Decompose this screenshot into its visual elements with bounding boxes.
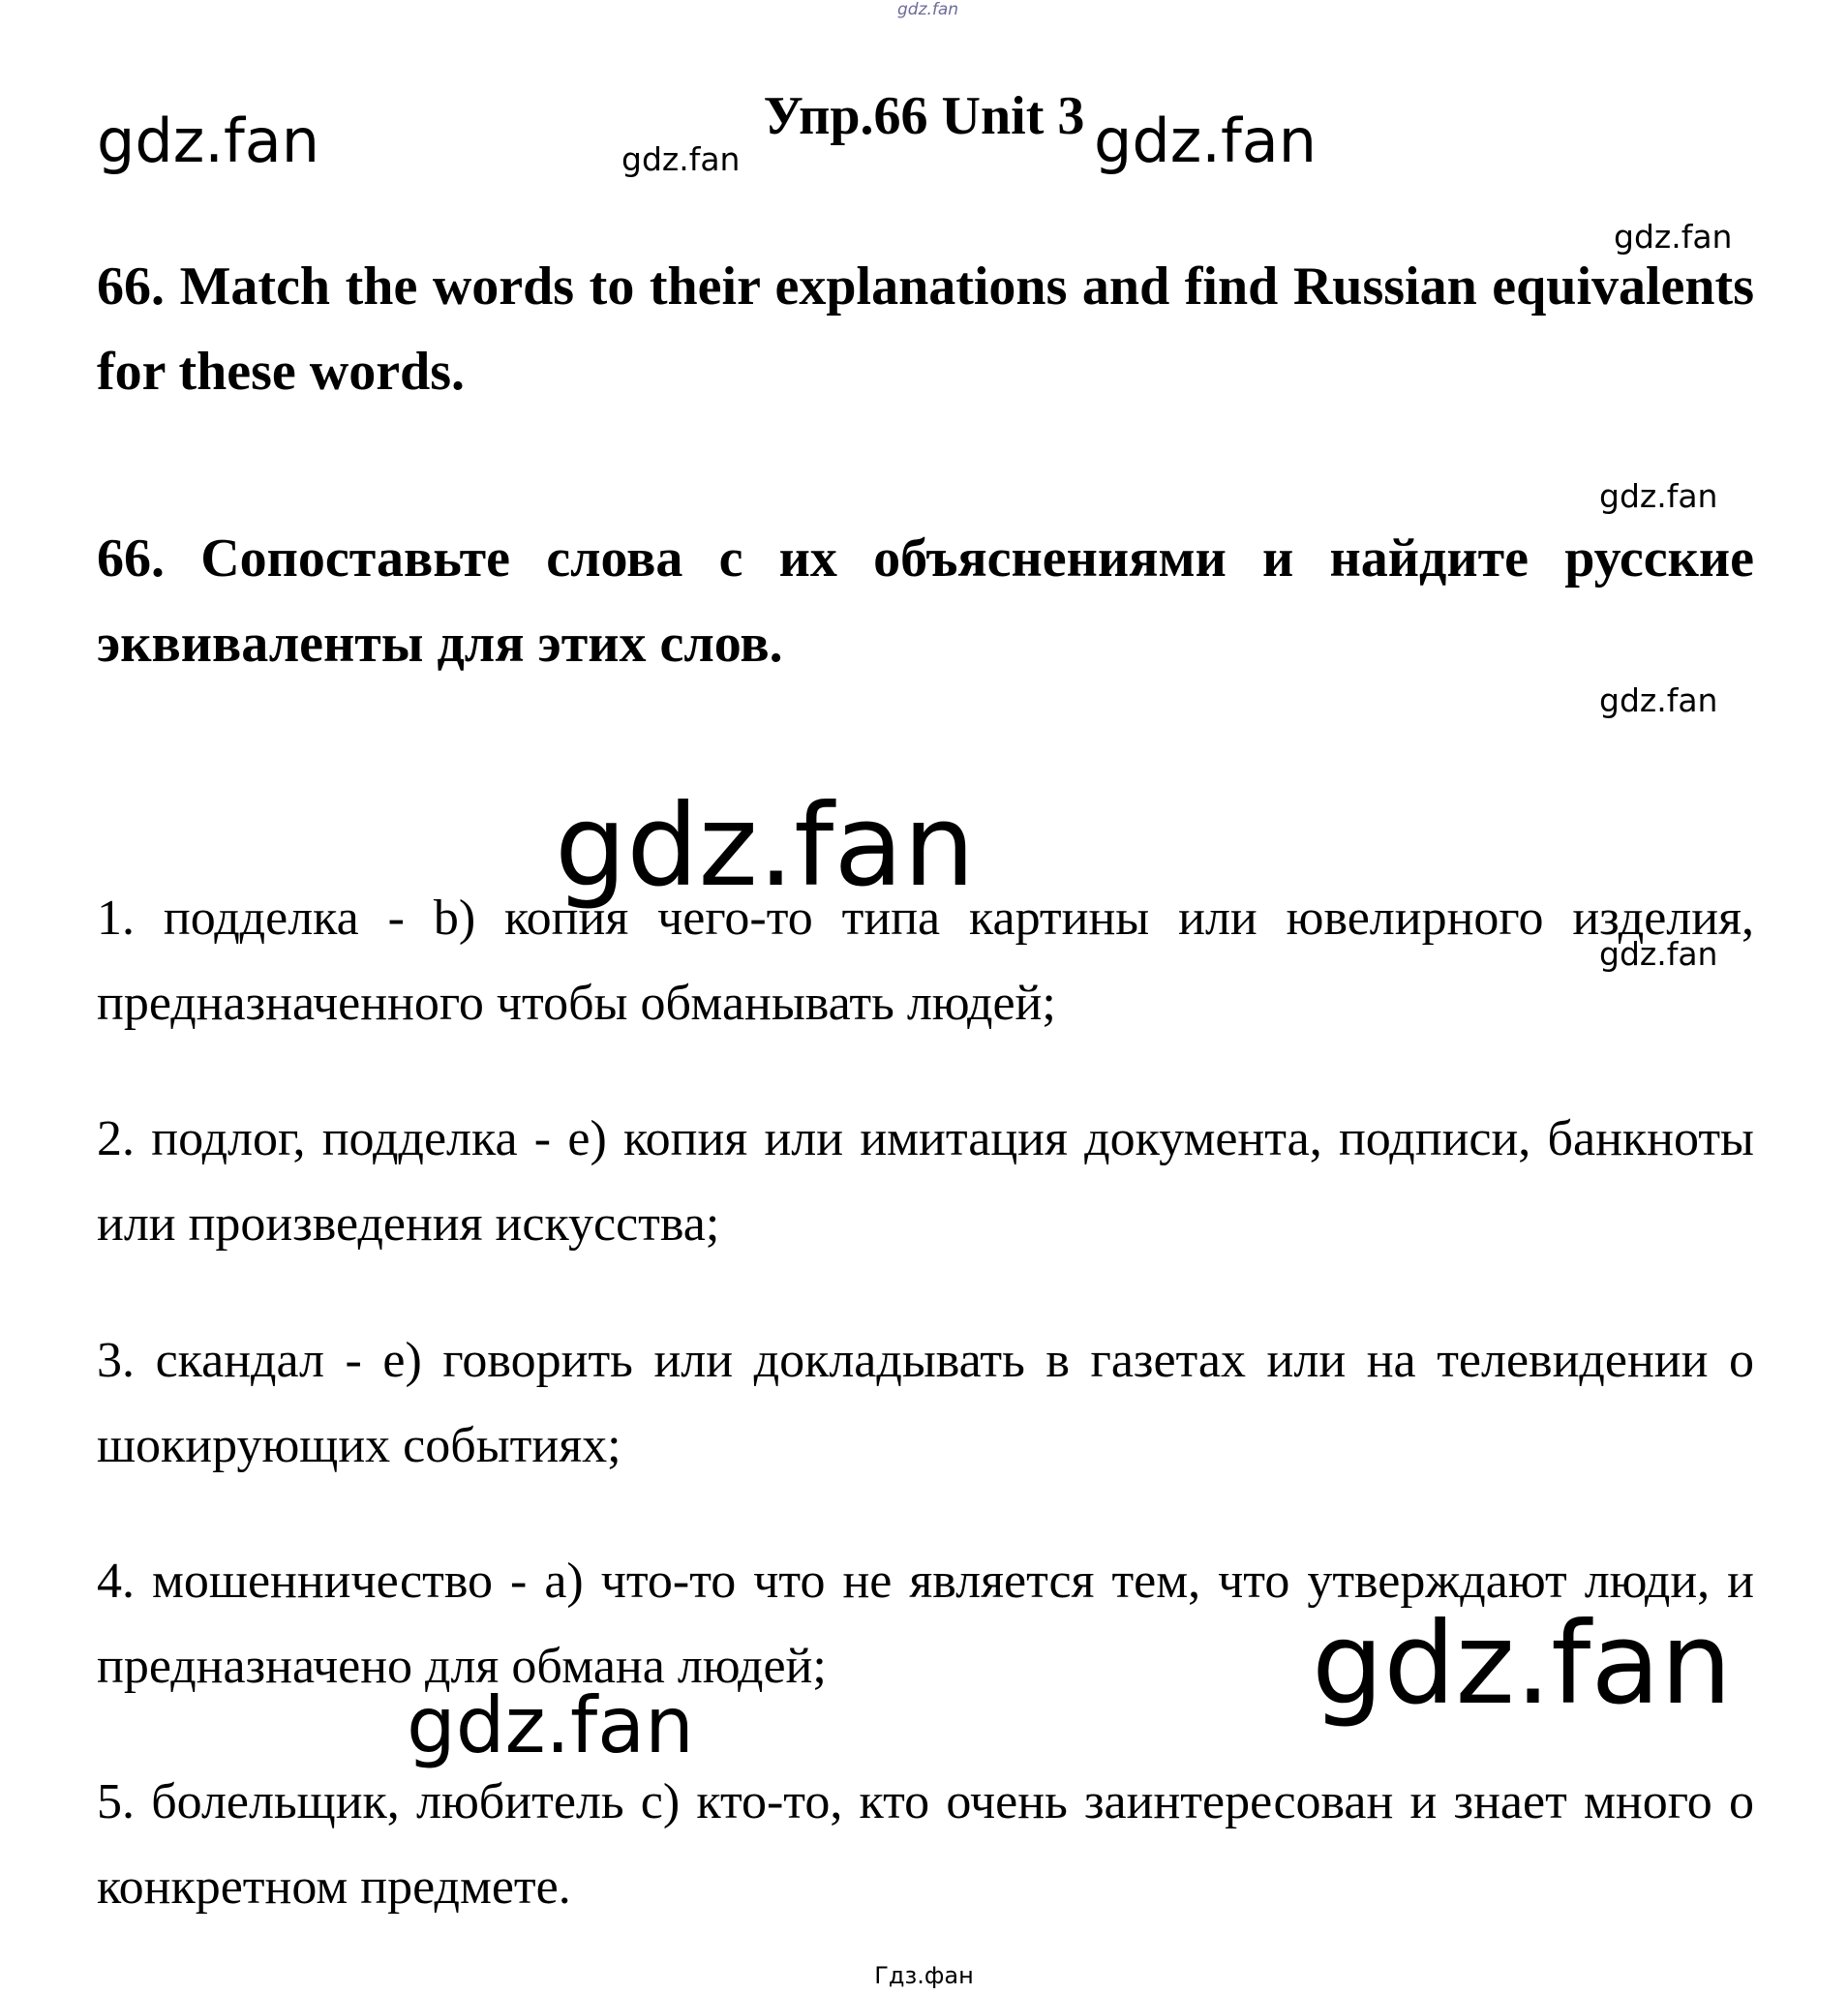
answer-item-1: 1. подделка - b) копия чего-то типа картины или ювелирного изделия, предназначенного чтобы обманывать людей; bbox=[97, 891, 1754, 1031]
watermark-mid-left: gdz.fan bbox=[407, 1680, 694, 1770]
task-heading-english: 66. Match the words to their explanations and find Russian equivalents for these words. bbox=[97, 257, 1754, 402]
answer-item-5: 5. болельщик, любитель c) кто-то, кто очень заинтересован и знает много о конкретном предмете. bbox=[97, 1774, 1754, 1915]
watermark-large-center: gdz.fan bbox=[555, 779, 976, 912]
watermark-right-1: gdz.fan bbox=[1614, 218, 1733, 256]
watermark-header-right: gdz.fan bbox=[1094, 106, 1318, 176]
watermark-footer: Гдз.фан bbox=[874, 1962, 974, 1989]
watermark-right-2: gdz.fan bbox=[1599, 477, 1718, 515]
answer-item-2: 2. подлог, подделка - e) копия или имитация документа, подписи, банкноты или произведения искусства; bbox=[97, 1111, 1754, 1252]
watermark-large-right: gdz.fan bbox=[1312, 1597, 1733, 1730]
answer-item-3: 3. скандал - e) говорить или докладывать в газетах или на телевидении о шокирующих событиях; bbox=[97, 1333, 1754, 1473]
watermark-right-3: gdz.fan bbox=[1599, 681, 1718, 719]
page-title: Упр.66 Unit 3 bbox=[763, 86, 1085, 146]
answer-item-4: 4. мошенничество - a) что-то что не является тем, что утверждают люди, и предназначено для обмана людей; bbox=[97, 1554, 1754, 1694]
watermark-header-left: gdz.fan bbox=[97, 106, 320, 176]
watermark-right-4: gdz.fan bbox=[1599, 935, 1718, 973]
watermark-top: gdz.fan bbox=[897, 0, 959, 19]
watermark-header-mid: gdz.fan bbox=[621, 140, 741, 178]
task-heading-russian: 66. Сопоставьте слова с их объяснениями и найдите русские эквиваленты для этих слов. bbox=[97, 529, 1754, 674]
